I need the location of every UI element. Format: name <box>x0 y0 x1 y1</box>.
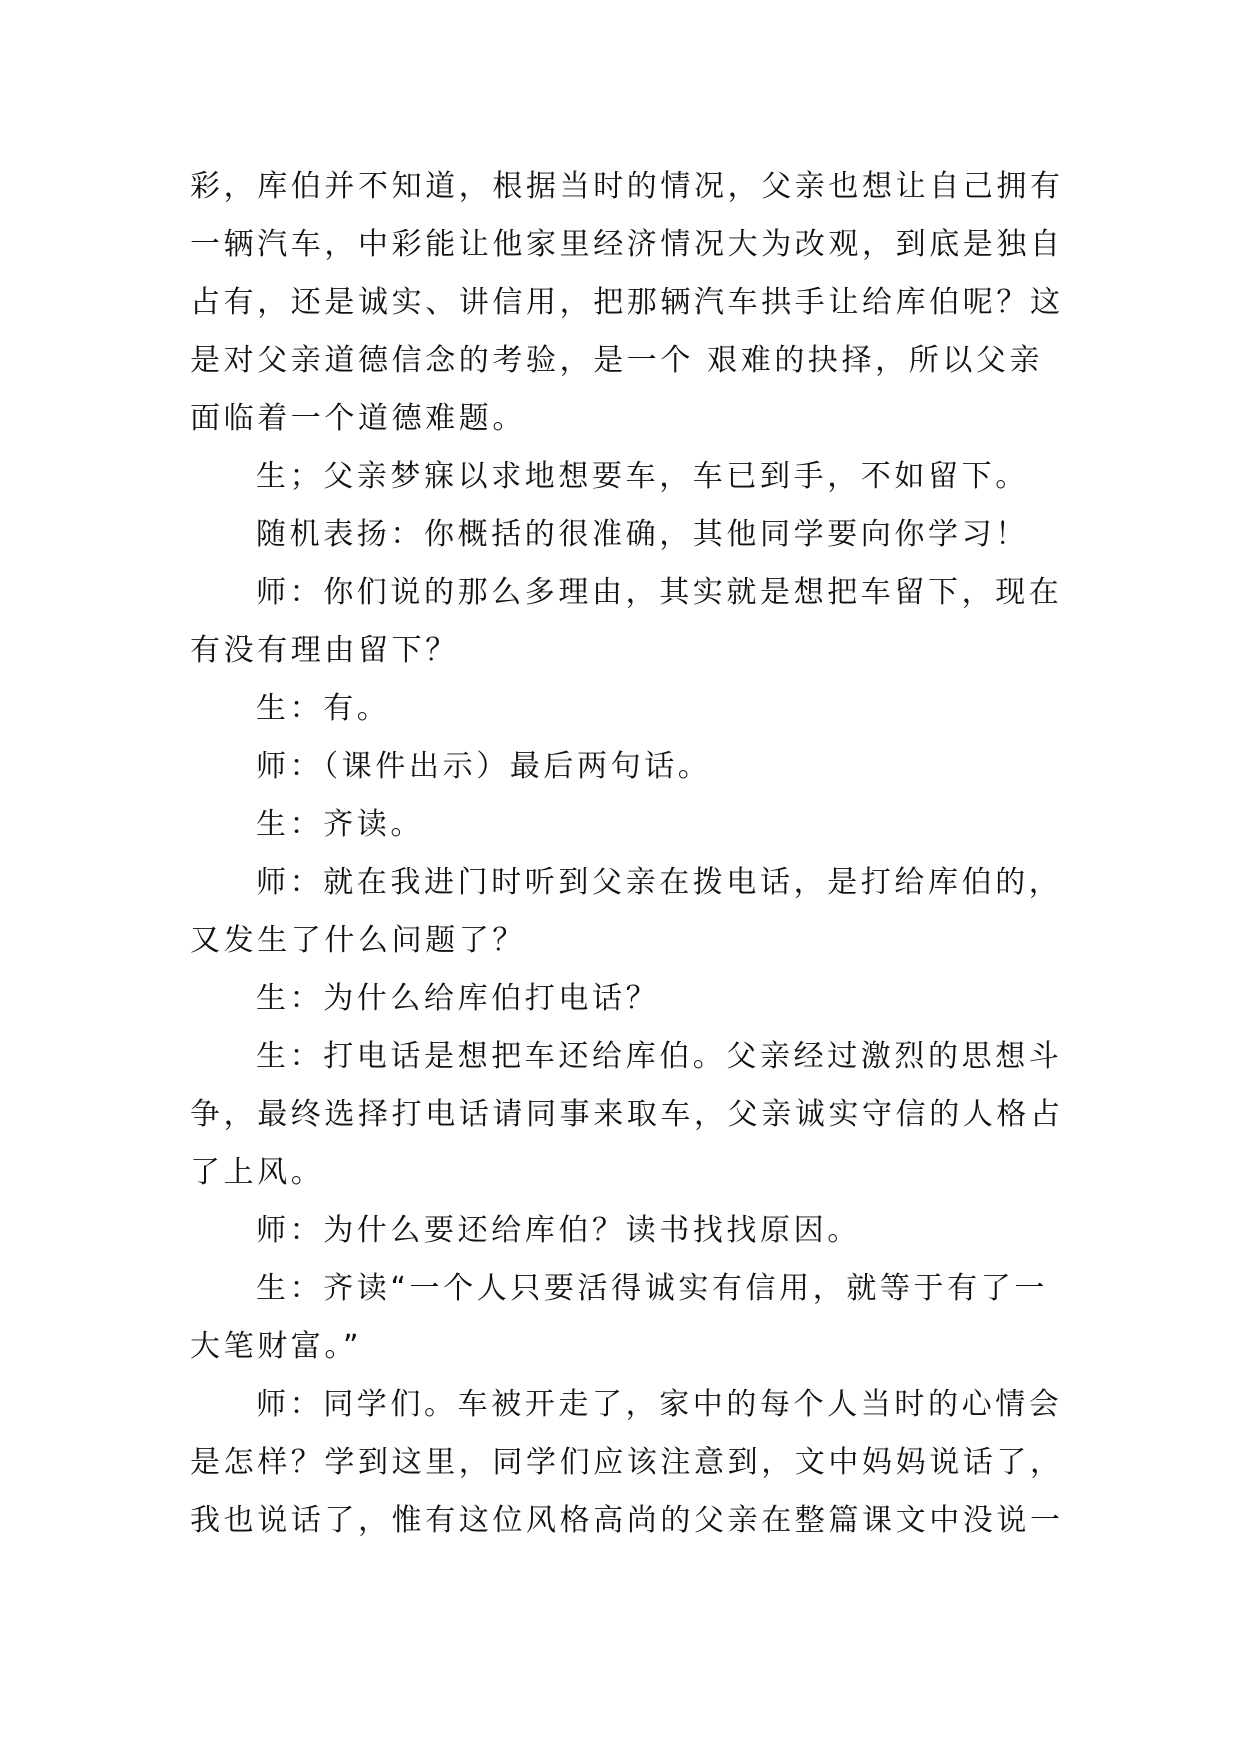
text-line: 是对父亲道德信念的考验，是一个 艰难的抉择，所以父亲 <box>190 343 1044 378</box>
text-line: 师：为什么要还给库伯？读书找找原因。 <box>256 1213 861 1248</box>
text-line: 生：打电话是想把车还给库伯。父亲经过激烈的思想斗 <box>256 1039 1063 1074</box>
text-line: 有没有理由留下？ <box>190 633 459 668</box>
text-line: 一辆汽车，中彩能让他家里经济情况大为改观，到底是独自 <box>190 227 1064 262</box>
text-line: 随机表扬：你概括的很准确，其他同学要向你学习！ <box>256 517 1029 552</box>
text-line: 师：你们说的那么多理由，其实就是想把车留下，现在 <box>256 575 1063 610</box>
text-line: 大笔财富。” <box>190 1329 363 1364</box>
text-line: 争，最终选择打电话请同事来取车，父亲诚实守信的人格占 <box>190 1097 1064 1132</box>
text-line: 我也说话了，惟有这位风格高尚的父亲在整篇课文中没说一 <box>190 1503 1064 1538</box>
text-line: 又发生了什么问题了？ <box>190 923 526 958</box>
text-line: 生：齐读。 <box>256 807 424 842</box>
text-line: 生：有。 <box>256 691 391 726</box>
text-line: 了上风。 <box>190 1155 325 1190</box>
text-line: 生：为什么给库伯打电话？ <box>256 981 660 1016</box>
text-line: 师：同学们。车被开走了，家中的每个人当时的心情会 <box>256 1387 1063 1422</box>
text-line: 彩，库伯并不知道，根据当时的情况，父亲也想让自己拥有 <box>190 169 1064 204</box>
text-line: 师：就在我进门时听到父亲在拨电话，是打给库伯的， <box>256 865 1063 900</box>
text-line: 是怎样？学到这里，同学们应该注意到，文中妈妈说话了， <box>190 1445 1064 1480</box>
text-line: 面临着一个道德难题。 <box>190 401 526 436</box>
text-line: 占有，还是诚实、讲信用，把那辆汽车拱手让给库伯呢？这 <box>190 285 1064 320</box>
text-line: 师：（课件出示）最后两句话。 <box>256 749 712 784</box>
text-line: 生；父亲梦寐以求地想要车，车已到手，不如留下。 <box>256 459 1029 494</box>
text-line: 生：齐读“一个人只要活得诚实有信用，就等于有了一 <box>256 1271 1048 1306</box>
